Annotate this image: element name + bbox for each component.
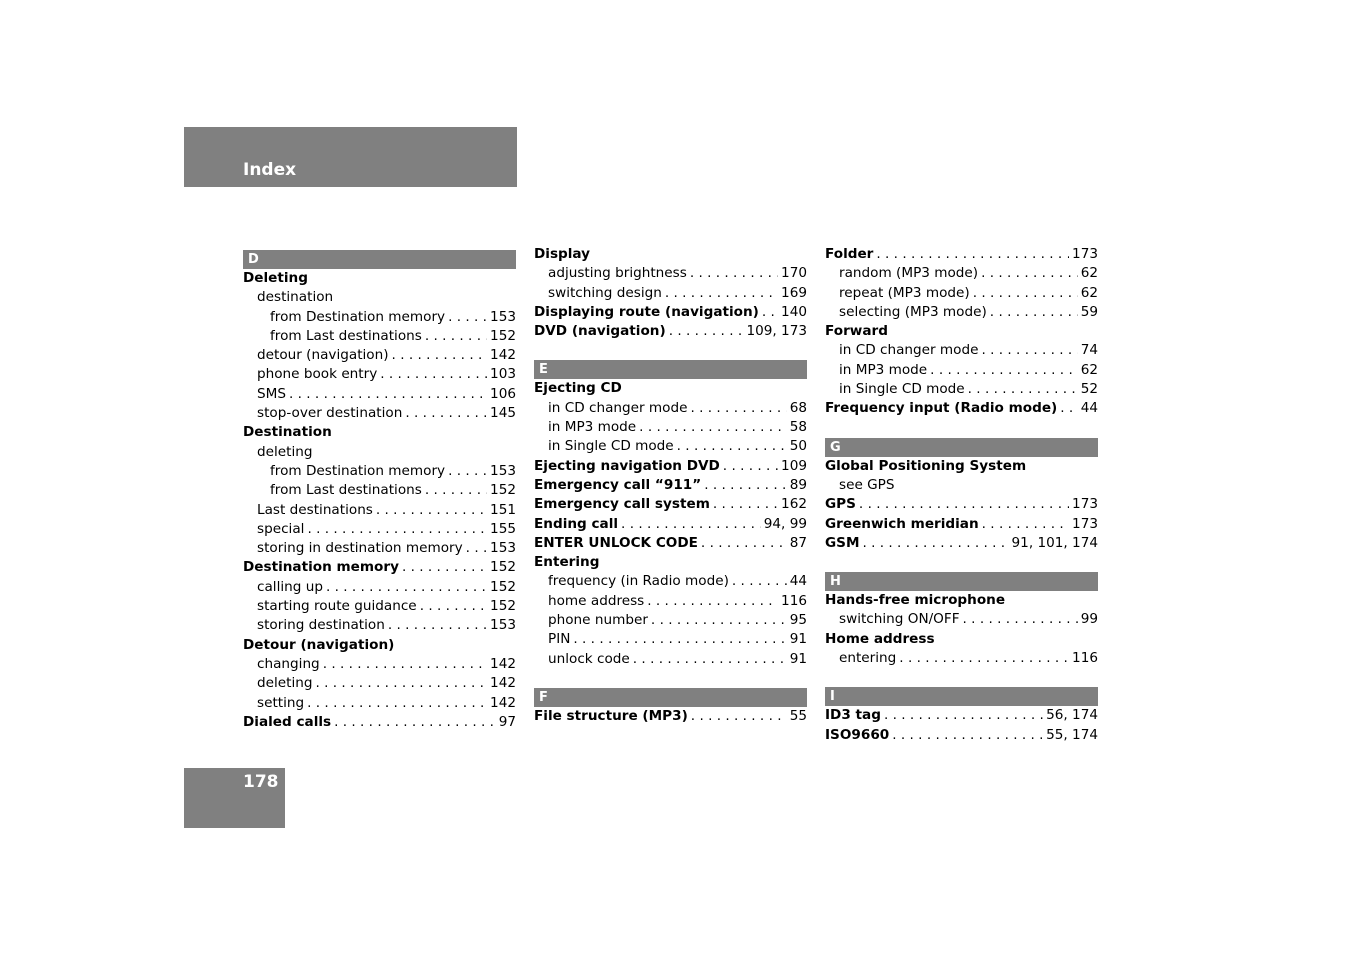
page-reference[interactable]: 87: [789, 534, 807, 551]
section-letter-bar: E: [534, 360, 807, 379]
header-bar: [184, 127, 517, 187]
page-reference[interactable]: 94, 99: [763, 515, 807, 532]
index-entry: [534, 515, 807, 534]
dot-leader: [307, 520, 487, 539]
page-reference[interactable]: 170: [781, 265, 807, 282]
dot-leader: [862, 534, 1008, 553]
section-letter-bar: H: [825, 572, 1098, 591]
index-entry: [243, 674, 516, 693]
dot-leader: [323, 655, 487, 674]
page-reference[interactable]: 91, 101, 174: [1011, 534, 1098, 551]
index-term: Deleting: [243, 270, 308, 286]
index-entry: [825, 591, 1098, 610]
index-entry: [825, 706, 1098, 725]
index-entry: [825, 245, 1098, 264]
index-term: Detour (navigation): [243, 636, 395, 653]
index-term: Frequency input (Radio mode): [825, 400, 1058, 417]
index-entry: [243, 462, 516, 481]
page-reference[interactable]: 155: [490, 520, 516, 537]
index-entry: [534, 264, 807, 283]
dot-leader: [315, 674, 487, 693]
page-reference[interactable]: 59: [1080, 303, 1098, 320]
dot-leader: [388, 616, 487, 635]
index-term: in Single CD mode: [548, 438, 674, 455]
page-reference[interactable]: 50: [789, 438, 807, 455]
dot-leader: [723, 457, 778, 476]
page-reference[interactable]: 173: [1072, 246, 1098, 262]
index-term: adjusting brightness: [548, 265, 687, 282]
page-reference[interactable]: 109, 173: [746, 323, 807, 340]
page-reference[interactable]: 52: [1080, 381, 1098, 398]
index-entry: [243, 655, 516, 674]
dot-leader: [669, 322, 744, 341]
dot-leader: [704, 476, 787, 495]
dot-leader: [982, 515, 1069, 534]
index-entry: [534, 457, 807, 476]
index-term: SMS: [257, 385, 286, 402]
index-entry: [243, 558, 516, 577]
index-entry: [825, 457, 1098, 476]
index-entry: [243, 404, 516, 423]
dot-leader: [677, 437, 787, 456]
page-reference[interactable]: 153: [490, 540, 516, 557]
page-reference[interactable]: 142: [490, 655, 516, 672]
page-reference[interactable]: 142: [490, 675, 516, 692]
index-term: phone book entry: [257, 366, 378, 383]
index-term: from Destination memory: [270, 462, 446, 479]
page-reference[interactable]: 103: [490, 366, 516, 383]
page-reference[interactable]: 152: [490, 578, 516, 595]
dot-leader: [930, 361, 1078, 380]
index-term: deleting: [257, 675, 313, 692]
index-entry: [243, 443, 516, 462]
index-entry: [243, 288, 516, 307]
page-number: 178: [243, 772, 279, 792]
dot-leader: [876, 245, 1069, 264]
page-reference[interactable]: 152: [490, 559, 516, 576]
dot-leader: [981, 341, 1077, 360]
page-reference[interactable]: 173: [1072, 496, 1098, 513]
index-entry: [243, 694, 516, 713]
index-entry: [243, 308, 516, 327]
dot-leader: [968, 380, 1078, 399]
index-term: Ending call: [534, 515, 619, 532]
dot-leader: [402, 558, 487, 577]
index-term: Destination: [243, 424, 332, 441]
index-entry: [825, 303, 1098, 322]
dot-leader: [425, 327, 487, 346]
index-entry: [534, 592, 807, 611]
page-reference[interactable]: 162: [781, 496, 807, 513]
page-reference[interactable]: 56, 174: [1046, 707, 1098, 724]
index-term: phone number: [548, 612, 648, 629]
index-entry: [534, 418, 807, 437]
index-entry: [534, 322, 807, 341]
index-entry: [243, 269, 516, 288]
index-term: Forward: [825, 323, 888, 340]
page-reference[interactable]: 173: [1072, 515, 1098, 532]
index-entry: [534, 707, 807, 726]
index-entry: [534, 611, 807, 630]
index-term: from Destination memory: [270, 308, 446, 325]
page-reference[interactable]: 91: [789, 631, 807, 648]
dot-leader: [892, 726, 1043, 745]
section-spacer: [825, 553, 1098, 567]
dot-leader: [647, 592, 778, 611]
index-entry: [825, 534, 1098, 553]
dot-leader: [981, 264, 1078, 283]
index-term: special: [257, 520, 305, 537]
dot-leader: [1060, 399, 1077, 418]
index-term: switching ON/OFF: [839, 611, 960, 628]
index-term: storing destination: [257, 617, 385, 634]
dot-leader: [289, 385, 487, 404]
index-term: starting route guidance: [257, 598, 417, 615]
index-entry: [825, 726, 1098, 745]
section-letter-bar: D: [243, 250, 516, 269]
index-term: Displaying route (navigation): [534, 303, 759, 320]
index-term: switching design: [548, 284, 662, 301]
index-entry: [825, 610, 1098, 629]
index-entry: [243, 365, 516, 384]
index-entry: [825, 630, 1098, 649]
page-reference[interactable]: 152: [490, 598, 516, 615]
index-term: destination: [257, 289, 334, 306]
page-reference[interactable]: 142: [490, 347, 516, 364]
dot-leader: [466, 539, 487, 558]
index-term: Global Positioning System: [825, 457, 1027, 474]
page-reference[interactable]: 152: [490, 327, 516, 344]
index-entry: [243, 616, 516, 635]
page-reference[interactable]: 68: [789, 399, 807, 416]
dot-leader: [307, 694, 487, 713]
dot-leader: [665, 284, 778, 303]
dot-leader: [732, 572, 787, 591]
index-term: deleting: [257, 443, 313, 460]
page-reference[interactable]: 55, 174: [1046, 726, 1098, 743]
dot-leader: [859, 495, 1069, 514]
index-entry: [534, 303, 807, 322]
index-term: unlock code: [548, 650, 630, 667]
index-term: home address: [548, 592, 645, 609]
dot-leader: [380, 365, 487, 384]
index-term: Last destinations: [257, 501, 373, 518]
index-column-3: [825, 245, 1098, 745]
page-reference[interactable]: 89: [789, 476, 807, 493]
index-term: changing: [257, 655, 320, 672]
index-entry: [243, 423, 516, 442]
index-term: ISO9660: [825, 726, 890, 743]
page-reference[interactable]: 142: [490, 694, 516, 711]
dot-leader: [326, 578, 487, 597]
index-entry: [243, 327, 516, 346]
index-term: calling up: [257, 578, 323, 595]
index-term: in MP3 mode: [839, 361, 928, 378]
index-entry: [243, 501, 516, 520]
index-entry: [825, 284, 1098, 303]
page-reference[interactable]: 74: [1080, 342, 1098, 359]
page-reference[interactable]: 62: [1080, 265, 1098, 282]
index-entry: [534, 630, 807, 649]
dot-leader: [621, 515, 761, 534]
index-term: from Last destinations: [270, 482, 422, 499]
index-entry: [243, 539, 516, 558]
dot-leader: [392, 346, 488, 365]
index-entry: [243, 578, 516, 597]
index-entry: [534, 572, 807, 591]
index-term: ID3 tag: [825, 707, 881, 724]
dot-leader: [633, 650, 787, 669]
index-term: Ejecting navigation DVD: [534, 457, 720, 474]
index-term: Destination memory: [243, 559, 399, 576]
index-term: selecting (MP3 mode): [839, 303, 987, 320]
index-entry: [825, 476, 1098, 495]
index-entry: [534, 495, 807, 514]
page-reference[interactable]: 116: [1072, 650, 1098, 667]
dot-leader: [334, 713, 496, 732]
index-term: random (MP3 mode): [839, 265, 979, 282]
index-entry: [825, 495, 1098, 514]
page-number-tab: [184, 768, 285, 828]
dot-leader: [448, 308, 487, 327]
index-term: Ejecting CD: [534, 380, 622, 397]
section-letter-bar: I: [825, 687, 1098, 706]
dot-leader: [425, 481, 487, 500]
index-entry: [825, 649, 1098, 668]
index-entry: [534, 534, 807, 553]
index-entry: [825, 515, 1098, 534]
index-term: ENTER UNLOCK CODE: [534, 534, 698, 551]
index-entry: [534, 284, 807, 303]
index-term: setting: [257, 694, 305, 711]
index-term: Dialed calls: [243, 713, 332, 730]
page-reference[interactable]: 145: [490, 405, 516, 422]
section-spacer: [825, 419, 1098, 433]
index-entry: [243, 713, 516, 732]
page-reference[interactable]: 106: [490, 385, 516, 402]
dot-leader: [690, 399, 786, 418]
dot-leader: [963, 610, 1078, 629]
page-reference[interactable]: 153: [490, 308, 516, 325]
index-entry: [825, 380, 1098, 399]
index-term: GPS: [825, 496, 856, 513]
page-reference[interactable]: 62: [1080, 284, 1098, 301]
dot-leader: [762, 303, 778, 322]
index-term: Entering: [534, 554, 600, 571]
page-reference[interactable]: 116: [781, 592, 807, 609]
index-term: GSM: [825, 534, 860, 551]
index-entry: [243, 597, 516, 616]
index-term: frequency (in Radio mode): [548, 573, 729, 590]
index-term: repeat (MP3 mode): [839, 284, 970, 301]
index-entry: [243, 481, 516, 500]
dot-leader: [376, 501, 487, 520]
dot-leader: [639, 418, 787, 437]
page-reference[interactable]: 55: [789, 707, 807, 724]
page-title: Index: [243, 160, 297, 180]
page-reference[interactable]: 169: [781, 284, 807, 301]
dot-leader: [448, 462, 487, 481]
index-term: File structure (MP3): [534, 707, 688, 724]
page-reference[interactable]: 99: [1080, 611, 1098, 628]
dot-leader: [713, 495, 778, 514]
index-entry: [534, 399, 807, 418]
page-reference[interactable]: 97: [498, 713, 516, 730]
index-term: DVD (navigation): [534, 323, 666, 340]
dot-leader: [899, 649, 1069, 668]
index-entry: [534, 379, 807, 398]
dot-leader: [973, 284, 1078, 303]
section-letter-bar: F: [534, 688, 807, 707]
index-entry: [825, 341, 1098, 360]
index-term: see GPS: [839, 476, 895, 493]
index-entry: [534, 245, 807, 264]
index-term: in Single CD mode: [839, 381, 965, 398]
page-reference[interactable]: 151: [490, 501, 516, 518]
index-entry: [243, 346, 516, 365]
section-spacer: [825, 668, 1098, 682]
index-entry: [825, 399, 1098, 418]
index-term: from Last destinations: [270, 327, 422, 344]
section-spacer: [534, 341, 807, 355]
page-reference[interactable]: 109: [781, 457, 807, 474]
index-entry: [243, 385, 516, 404]
dot-leader: [990, 303, 1078, 322]
index-entry: [243, 520, 516, 539]
index-term: PIN: [548, 631, 571, 648]
index-term: Home address: [825, 630, 935, 647]
index-entry: [243, 636, 516, 655]
page-reference[interactable]: 95: [789, 612, 807, 629]
page-reference[interactable]: 58: [789, 419, 807, 436]
dot-leader: [573, 630, 786, 649]
page-reference[interactable]: 152: [490, 482, 516, 499]
index-column-1: [243, 245, 516, 732]
page-reference[interactable]: 91: [789, 650, 807, 667]
index-entry: [825, 322, 1098, 341]
index-term: Hands-free microphone: [825, 592, 1006, 609]
index-term: Folder: [825, 246, 874, 262]
section-letter-bar: G: [825, 438, 1098, 457]
index-term: Emergency call system: [534, 496, 710, 513]
index-term: Greenwich meridian: [825, 515, 979, 532]
page-reference[interactable]: 62: [1080, 361, 1098, 378]
page-reference[interactable]: 153: [490, 617, 516, 634]
index-term: in CD changer mode: [548, 399, 688, 416]
section-spacer: [534, 669, 807, 683]
index-term: detour (navigation): [257, 347, 389, 364]
index-term: in CD changer mode: [839, 342, 979, 359]
index-term: Display: [534, 246, 591, 262]
page-reference[interactable]: 153: [490, 462, 516, 479]
dot-leader: [691, 707, 787, 726]
index-term: entering: [839, 650, 897, 667]
index-term: in MP3 mode: [548, 419, 637, 436]
dot-leader: [651, 611, 787, 630]
index-entry: [534, 553, 807, 572]
index-term: storing in destination memory: [257, 540, 463, 557]
index-entry: [825, 361, 1098, 380]
index-term: Emergency call “911”: [534, 476, 702, 493]
index-entry: [534, 650, 807, 669]
dot-leader: [884, 706, 1043, 725]
index-entry: [534, 476, 807, 495]
page-reference[interactable]: 44: [1080, 400, 1098, 417]
index-entry: [825, 264, 1098, 283]
page-reference[interactable]: 140: [781, 303, 807, 320]
dot-leader: [420, 597, 487, 616]
index-entry: [534, 437, 807, 456]
dot-leader: [701, 534, 787, 553]
dot-leader: [690, 264, 778, 283]
page-reference[interactable]: 44: [789, 573, 807, 590]
dot-leader: [405, 404, 487, 423]
index-column-2: [534, 245, 807, 726]
index-term: stop-over destination: [257, 405, 403, 422]
